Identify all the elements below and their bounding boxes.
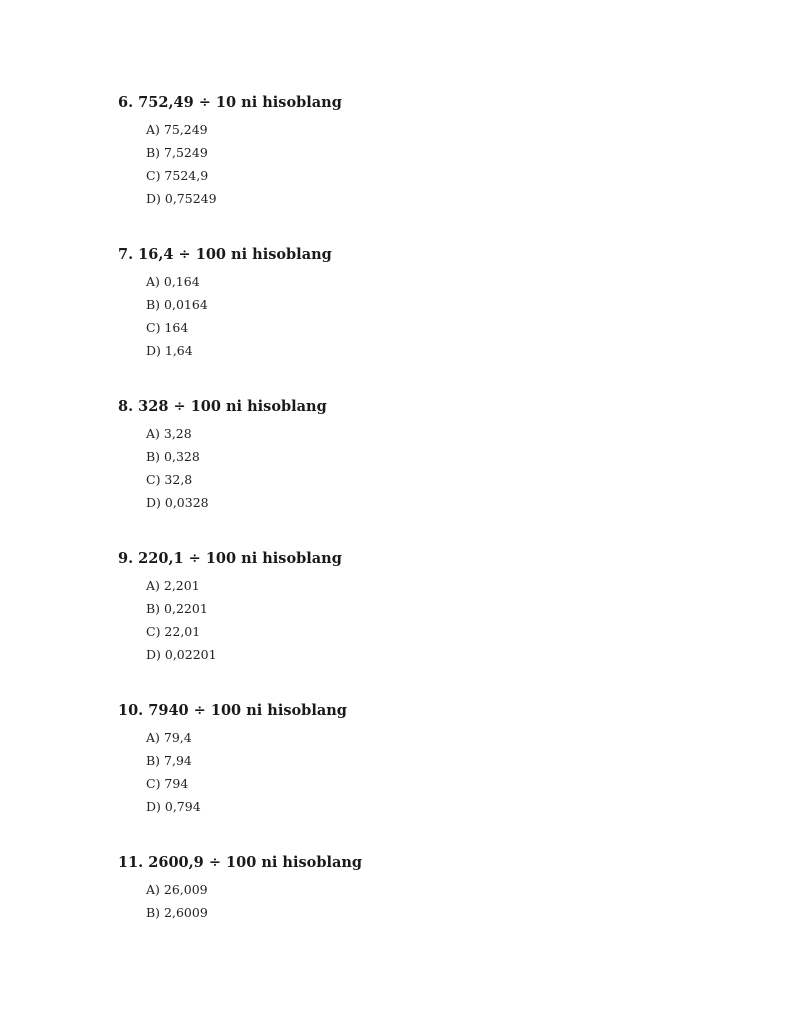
option-d: D) 0,02201 [146, 647, 217, 662]
question-9 [118, 549, 738, 662]
option-list [146, 726, 201, 818]
question-title: 11. 2600,9 ÷ 100 ni hisoblang [118, 854, 363, 871]
option-b: B) 2,6009 [146, 905, 208, 920]
option-list [146, 878, 208, 924]
option-list [146, 574, 217, 666]
option-b: B) 7,5249 [146, 145, 208, 160]
option-a: A) 26,009 [146, 882, 208, 897]
option-c: C) 7524,9 [146, 168, 209, 183]
option-list [146, 118, 217, 210]
option-a: A) 3,28 [146, 426, 192, 441]
option-d: D) 1,64 [146, 343, 193, 358]
option-c: C) 32,8 [146, 472, 193, 487]
option-b: B) 0,328 [146, 449, 200, 464]
option-d: D) 0,794 [146, 799, 201, 814]
option-a: A) 2,201 [146, 578, 200, 593]
question-8 [118, 397, 738, 510]
option-list [146, 270, 208, 362]
option-b: B) 0,2201 [146, 601, 208, 616]
option-d: D) 0,75249 [146, 191, 217, 206]
option-c: C) 22,01 [146, 624, 201, 639]
question-6 [118, 93, 738, 206]
question-11 [118, 853, 738, 920]
option-c: C) 794 [146, 776, 189, 791]
question-10 [118, 701, 738, 814]
question-title: 7. 16,4 ÷ 100 ni hisoblang [118, 246, 332, 263]
option-b: B) 7,94 [146, 753, 192, 768]
option-list [146, 422, 209, 514]
option-a: A) 79,4 [146, 730, 192, 745]
question-7 [118, 245, 738, 358]
question-title: 8. 328 ÷ 100 ni hisoblang [118, 398, 327, 415]
question-title: 6. 752,49 ÷ 10 ni hisoblang [118, 94, 342, 111]
option-c: C) 164 [146, 320, 189, 335]
question-title: 9. 220,1 ÷ 100 ni hisoblang [118, 550, 342, 567]
option-b: B) 0,0164 [146, 297, 208, 312]
question-title: 10. 7940 ÷ 100 ni hisoblang [118, 702, 347, 719]
option-a: A) 75,249 [146, 122, 208, 137]
option-a: A) 0,164 [146, 274, 200, 289]
option-d: D) 0,0328 [146, 495, 209, 510]
